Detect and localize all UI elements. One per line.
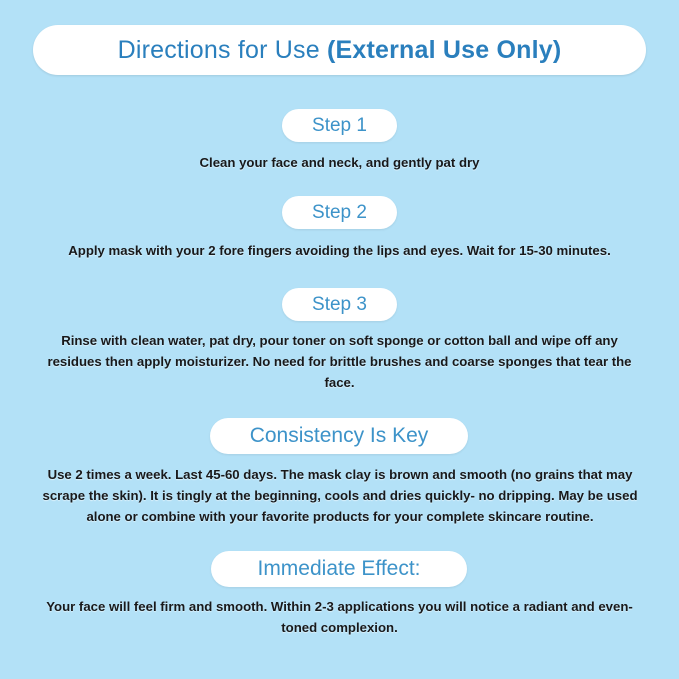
section-label-step-2 (282, 196, 397, 229)
page-title (118, 36, 562, 65)
section-label-immediate-effect (211, 551, 467, 587)
section-body-step-2: Apply mask with your 2 fore fingers avoiding the lips and eyes. Wait for 15-30 minutes. (68, 243, 611, 258)
section-label-step-1 (282, 109, 397, 142)
section-label-step-3 (282, 288, 397, 321)
section-body-consistency: Use 2 times a week. Last 45-60 days. The mask clay is brown and smooth (no grains that may scrape the skin). It is tingly at the beginning, cools and dries quickly- no dripping. May be used alone or combine with your favorite products for your complete skincare routine. (42, 467, 638, 524)
section-label-consistency (210, 418, 468, 454)
section-label-text: Immediate Effect: (257, 557, 421, 580)
section-label-text: Step 2 (312, 201, 367, 223)
section-body-immediate-effect: Your face will feel firm and smooth. Within 2-3 applications you will notice a radiant and even-toned complexion. (46, 599, 633, 635)
section-body-step-3: Rinse with clean water, pat dry, pour toner on soft sponge or cotton ball and wipe off any residues then apply moisturizer. No need for brittle brushes and coarse sponges that tear the face. (47, 333, 632, 390)
page-title-pill (33, 25, 646, 75)
section-label-text: Step 3 (312, 293, 367, 315)
section-label-text: Consistency Is Key (249, 424, 429, 447)
section-label-text: Step 1 (312, 114, 367, 136)
section-body-step-1: Clean your face and neck, and gently pat dry (199, 155, 480, 170)
page-title-main: Directions for Use (117, 35, 327, 64)
page-title-emphasis: (External Use Only) (326, 35, 562, 64)
